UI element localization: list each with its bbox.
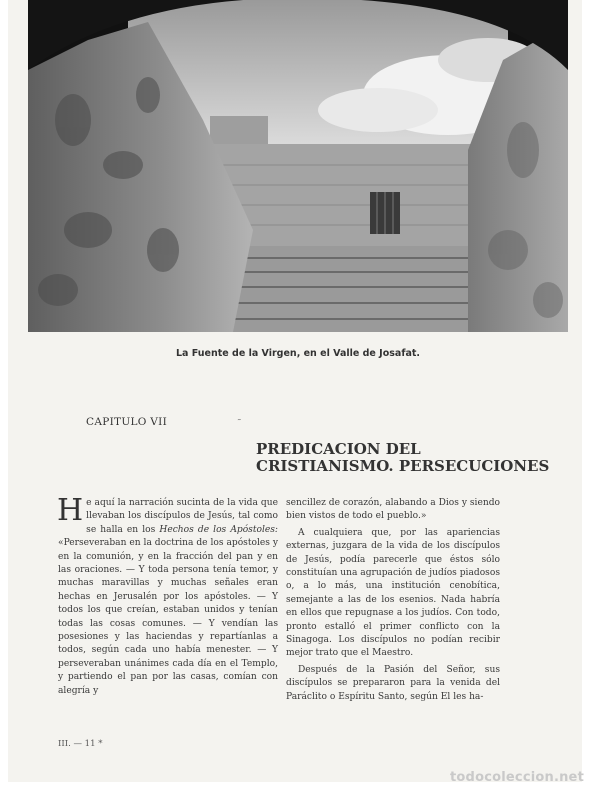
chapter-title	[256, 441, 556, 475]
paragraph-1-text-b: «Perseveraban en la doctrina de los apóstoles y en la comunión, y en la fracción del pan y en las oraciones. — Y toda persona tenía temor, y muchas maravillas y muchas señales eran hechas en Jerusalén por los apóstoles. — Y todos los que creían, estaban unidos y tenían todas las cosas comunes. — Y vendían las posesiones y las haciendas y repartíanlas a todos, según cada uno había menester. — Y perseveraban unánimes cada día en el Templo, y partiendo el pan por las casas, comían con alegría y	[58, 538, 278, 696]
chapter-title-line-2: CRISTIANISMO. PERSECUCIONES	[256, 457, 550, 475]
chapter-title-line-1: PREDICACION DEL	[256, 440, 421, 458]
drop-cap: H	[57, 493, 84, 528]
watermark: todocoleccion.net	[450, 770, 584, 785]
paragraph-3: Después de la Pasión del Señor, sus discípulos se prepararon para la venida del Paráclito o Espíritu Santo, según El les ha-	[286, 664, 500, 702]
chapter-heading: CAPITULO VII	[86, 416, 168, 428]
paragraph-continuation: sencillez de corazón, alabando a Dios y siendo bien vistos de todo el pueblo.»	[286, 498, 500, 522]
text-column-left	[57, 493, 278, 698]
text-column-right	[286, 497, 500, 704]
print-mark-icon: ˜	[237, 419, 242, 429]
photo-illustration	[28, 0, 568, 332]
photo-caption: La Fuente de la Virgen, en el Valle de Josafat.	[175, 348, 421, 359]
book-title-italic: Hechos de los Apóstoles:	[159, 524, 278, 535]
folio-signature: III. — 11 *	[58, 739, 103, 749]
paragraph-1-text-a: e aquí la narración sucinta de la vida que llevaban los discípulos de Jesús, tal como se halla en los	[86, 498, 278, 535]
photo-virgin-spring	[28, 0, 568, 332]
paragraph-2: A cualquiera que, por las apariencias externas, juzgara de la vida de los discípulos de Jesús, podía parecerle que éstos sólo constituían una agrupación de judíos piadosos o, a lo más, una institución cenobítica, semejante a las de los esenios. Nada habría en ellos que repugnase a los judíos. Con todo, pronto estalló el primer conflicto con la Sinagoga. Los discípulos no podían recibir mejor trato que el Maestro.	[286, 527, 500, 659]
paragraph-1	[57, 493, 278, 698]
